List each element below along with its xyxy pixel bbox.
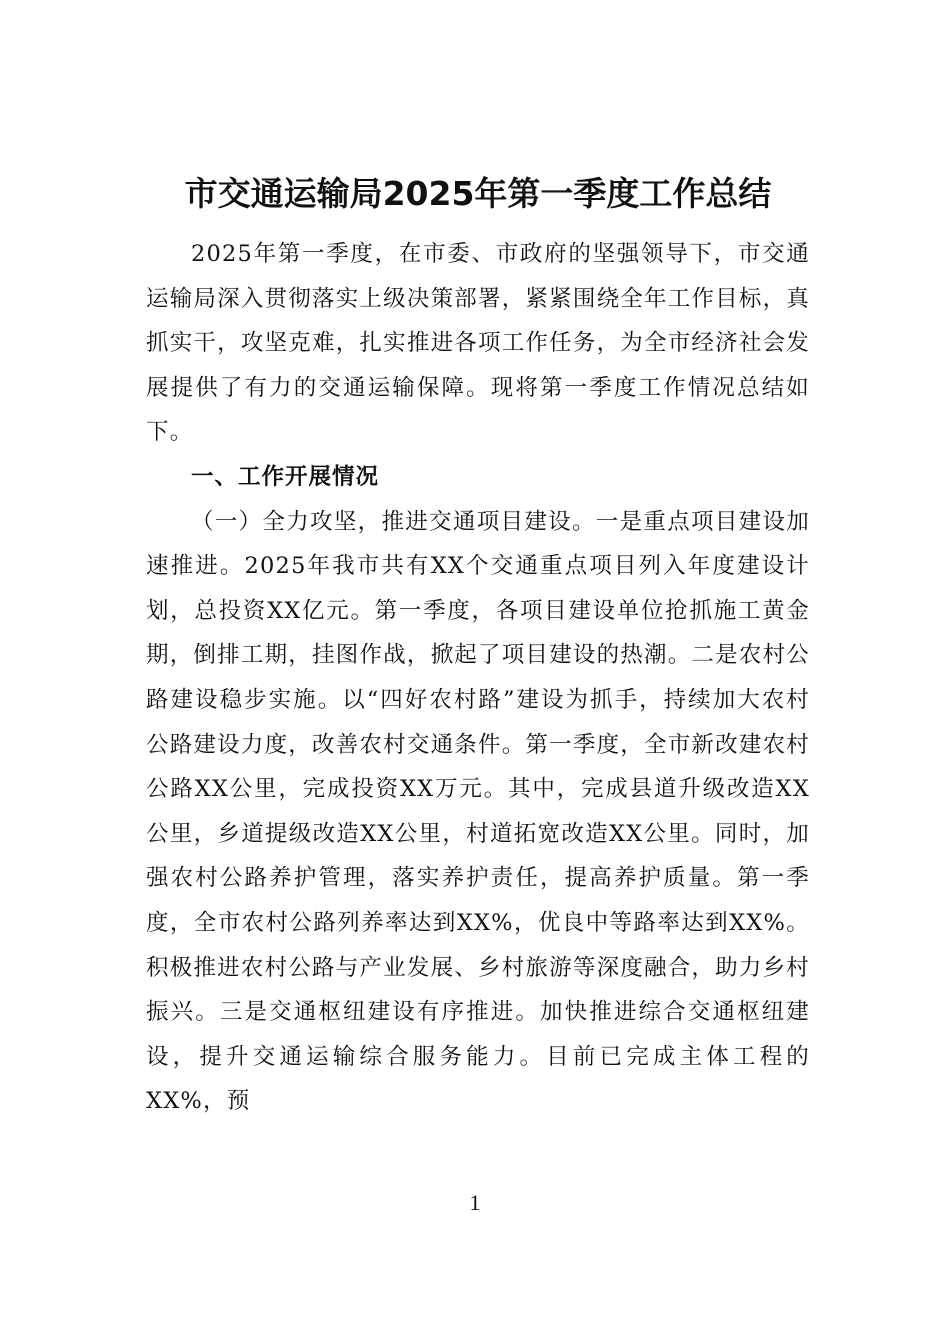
intro-paragraph: 2025年第一季度，在市委、市政府的坚强领导下，市交通运输局深入贯彻落实上级决策部署，紧紧围绕全年工作目标，真抓实干，攻坚克难，扎实推进各项工作任务，为全市经济社会发展提供了有力的交通运输保障。现将第一季度工作情况总结如下。 [146,241,810,446]
document-body [146,168,810,1124]
section-paragraph: （一）全力攻坚，推进交通项目建设。一是重点项目建设加速推进。2025年我市共有XX个交通重点项目列入年度建设计划，总投资XX亿元。第一季度，各项目建设单位抢抓施工黄金期，倒排工期，挂图作战，掀起了项目建设的热潮。二是农村公路建设稳步实施。以“四好农村路”建设为抓手，持续加大农村公路建设力度，改善农村交通条件。第一季度，全市新改建农村公路XX公里，完成投资XX万元。其中，完成县道升级改造XX公里，乡道提级改造XX公里，村道拓宽改造XX公里。同时，加强农村公路养护管理，落实养护责任，提高养护质量。第一季度，全市农村公路列养率达到XX%，优良中等路率达到XX%。积极推进农村公路与产业发展、乡村旅游等深度融合，助力乡村振兴。三是交通枢纽建设有序推进。加快推进综合交通枢纽建设，提升交通运输综合服务能力。目前已完成主体工程的XX%，预 [146,508,810,1115]
section-heading: 一、工作开展情况 [191,463,380,490]
document-title: 市交通运输局2025年第一季度工作总结 [184,174,772,213]
page-number: 1 [469,1190,481,1215]
